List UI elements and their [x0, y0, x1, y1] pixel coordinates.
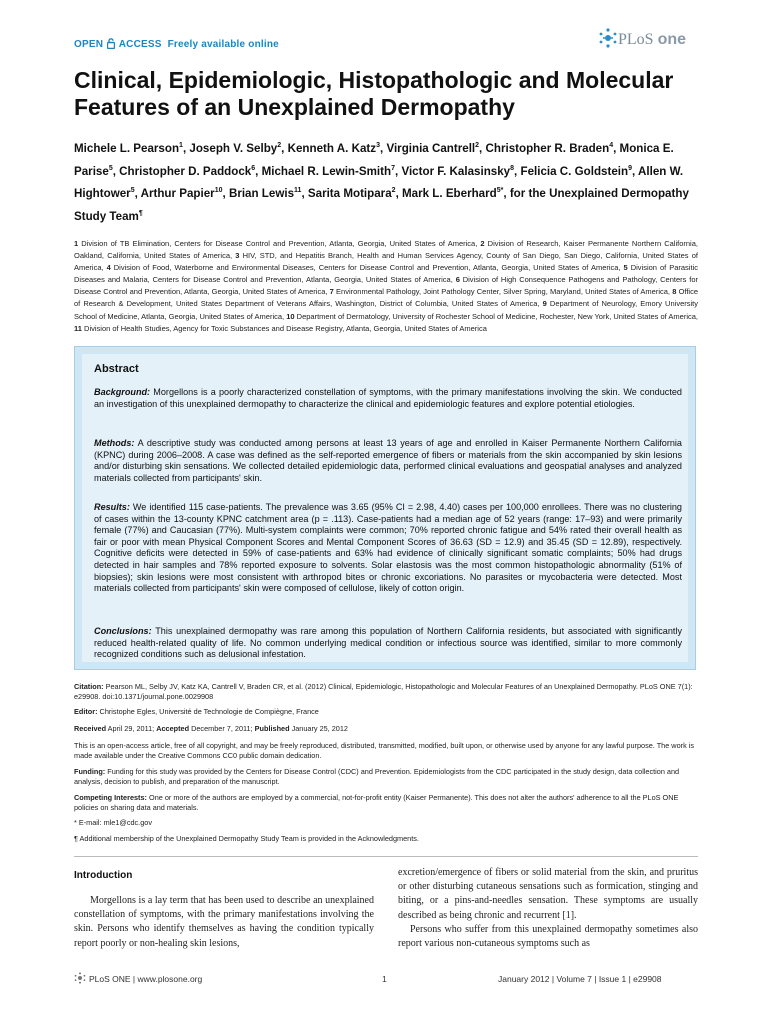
- affiliation-text: Division of Health Studies, Agency for Toxic Substances and Disease Registry, Atlanta, Georgia, United States of America: [84, 323, 487, 333]
- author-affiliation-mark: 1: [179, 142, 183, 149]
- author: [308, 187, 396, 200]
- published-date: January 25, 2012: [291, 724, 348, 733]
- footer-journal[interactable]: PLoS ONE | www.plosone.org: [89, 974, 203, 984]
- author: [402, 187, 503, 200]
- affiliation-text: Environmental Pathology, Joint Pathology Center, Silver Spring, Maryland, United States of America,: [336, 287, 671, 297]
- abstract-background: [94, 387, 682, 410]
- author-name: Kenneth A. Katz: [287, 142, 377, 155]
- affiliation-number: 4: [106, 263, 111, 273]
- author-name: Virginia Cantrell: [386, 142, 476, 155]
- affiliation-number: 2: [480, 239, 485, 248]
- study-team: for the Unexplained Dermopathy Study Team: [74, 187, 689, 223]
- author-affiliation-mark: 4: [609, 142, 614, 149]
- published-label: Published: [254, 724, 290, 733]
- methods-text: A descriptive study was conducted among persons at least 13 years of age and enrolled in Kaiser Permanente Northern California (KPNC) during 2006–2008. A case was defined as the self-reported emergence of fibers or materials from the skin accompanied by skin lesions and/or disturbing skin sensations. We collected detailed epidemiologic data, performed clinical evaluations and geospatial analyses and analyzed materials collected from participants' skin.: [94, 438, 682, 483]
- author-name: Allen W. Hightower: [74, 164, 684, 201]
- author: [141, 187, 223, 200]
- affiliation-number: 9: [542, 299, 547, 309]
- intro-right-paragraph-2: Persons who suffer from this unexplained dermopathy sometimes also report various non-cutaneous symptoms such as: [398, 924, 698, 950]
- affiliation-text: Department of Dermatology, University of Rochester School of Medicine, Rochester, New York, United States of America,: [296, 311, 698, 321]
- author-affiliation-mark: 10: [214, 187, 223, 195]
- conclusions-label: Conclusions:: [94, 626, 152, 636]
- citation: [74, 682, 698, 703]
- author-name: Monica E. Parise: [74, 142, 674, 178]
- author: [189, 142, 281, 155]
- accepted-date: December 7, 2011;: [191, 724, 253, 733]
- author-affiliation-mark: 11: [294, 187, 302, 195]
- author: [401, 165, 514, 178]
- methods-label: Methods:: [94, 438, 135, 448]
- affiliation-text: Department of Neurology, Emory University School of Medicine, Atlanta, Georgia, United States of America,: [74, 299, 698, 321]
- editor-text: Christophe Egles, Université de Technologie de Compiègne, France: [99, 707, 319, 716]
- editor: [74, 707, 698, 717]
- author: [386, 142, 479, 155]
- author-affiliation-mark: 8: [510, 164, 515, 172]
- author-name: Joseph V. Selby: [189, 142, 278, 155]
- author: [288, 142, 380, 155]
- logo-one: one: [657, 31, 687, 48]
- intro-right-paragraph-1: excretion/emergence of fibers or solid material from the skin, and pruritus or other disturbing cutaneous sensations such as formication, stinging and biting, or a pins-and-needles sensation. These symptoms are usually described as being chronic and recurrent [1].: [398, 867, 698, 921]
- results-label: Results:: [94, 502, 130, 512]
- funding-text: Funding for this study was provided by the Centers for Disease Control (CDC) and Prevention. Epidemiologists from the CDC participated in the study design, data collection and analysis, decision to publish, and preparation of the manuscript.: [74, 767, 680, 787]
- background-label: Background:: [94, 387, 151, 397]
- author: [74, 142, 183, 155]
- dates: [74, 724, 698, 734]
- affiliations: [74, 238, 698, 335]
- author-name: Michele L. Pearson: [74, 142, 180, 155]
- author-affiliation-mark: 5: [130, 187, 135, 195]
- author-name: Arthur Papier: [140, 187, 215, 201]
- plos-footer-icon: [74, 972, 86, 984]
- author-name: Mark L. Eberhard: [402, 187, 497, 201]
- funding: [74, 767, 698, 788]
- logo-plos: PLoS: [618, 31, 654, 48]
- received-label: Received: [74, 724, 107, 733]
- plos-dots-icon: [598, 27, 618, 49]
- background-text: Morgellons is a poorly characterized constellation of symptoms, with the primary manifestations involving the skin. We conducted an investigation of this unexplained dermopathy to characterize the clinical and epidemiologic features and explore potential etiologies.: [94, 387, 682, 409]
- conclusions-text: This unexplained dermopathy was rare among this population of Northern California residents, but associated with significantly reduced health-related quality of life. No common underlying medical condition or infectious source was identified, similar to more commonly recognized conditions such as delusional infestation.: [94, 626, 682, 660]
- author-affiliation-mark: 2: [277, 142, 282, 149]
- study-team-mark: ¶: [138, 209, 143, 217]
- affiliation-number: 6: [455, 275, 460, 285]
- affiliation-text: Division of High Consequence Pathogens and Pathology, Centers for Disease Control and Prevention, Atlanta, Georgia, United States of America,: [74, 275, 699, 297]
- author-name: Sarita Motipara: [307, 187, 392, 201]
- author: [262, 165, 395, 178]
- author-affiliation-mark: 2: [475, 142, 480, 149]
- abstract-box: [74, 346, 696, 670]
- affiliation-text: HIV, STD, and Hepatitis Branch, Health and Human Services Agency, County of San Diego, San Diego, California, United States of America,: [74, 251, 698, 273]
- abstract-panel: [82, 354, 688, 662]
- affiliation-number: 7: [329, 287, 334, 297]
- affiliation-text: Division of Parasitic Diseases and Malaria, Centers for Disease Control and Prevention, Atlanta, Georgia, United States of America,: [74, 263, 698, 285]
- author-name: Felicia C. Goldstein: [520, 164, 629, 178]
- oa-open-text: OPEN: [74, 39, 104, 50]
- open-access-badge: [74, 38, 279, 50]
- affiliation-text: Division of Research, Kaiser Permanente Northern California, Oakland, California, United States of America,: [74, 239, 698, 261]
- author: [486, 142, 614, 155]
- oa-free-text: Freely available online: [167, 39, 279, 50]
- author-affiliation-mark: 7: [391, 164, 395, 172]
- author: [229, 187, 301, 200]
- affiliation-number: 8: [672, 287, 677, 297]
- results-text: We identified 115 case-patients. The prevalence was 3.65 (95% CI = 2.98, 4.40) cases per 100,000 enrollees. There was no clustering of cases within the 13-county KPNC catchment area (p = .113). Case-patients had a median age of 52 years (range: 17–93) and were primarily female (77%) and Caucasian (77%). Multi-system complaints were common; 70% reported chronic fatigue and 54% rated their overall health as fair or poor with mean Physical Component Scores and Mental Component Scores of 36.63 (SD = 12.9) and 35.45 (SD = 12.89), respectively. Cognitive deficits were detected in 59% of case-patients and 63% had evidence of clinically significant somatic complaints; 50% had drugs detected in hair samples and 78% reported exposure to solvents. Solar elastosis was the most common histopathologic abnormality (51% of biopsies); skin lesions were most consistent with arthropod bites or chronic excoriations. No parasites or mycobacteria were detected. Most materials collected from participants' skin were composed of cellulose, likely of cotton origin.: [94, 502, 682, 594]
- editor-label: Editor:: [74, 707, 98, 716]
- author-affiliation-mark: 5*: [496, 187, 504, 195]
- author-affiliation-mark: 6: [251, 164, 256, 172]
- abstract-conclusions: [94, 626, 682, 661]
- oa-access-text: ACCESS: [118, 39, 162, 50]
- author-affiliation-mark: 9: [628, 164, 632, 172]
- affiliation-number: 1: [74, 239, 79, 248]
- author: [119, 165, 255, 178]
- affiliation-number: 5: [623, 263, 628, 273]
- author-name: Christopher R. Braden: [485, 142, 610, 155]
- footer-page-number: 1: [382, 974, 387, 984]
- funding-label: Funding:: [74, 767, 106, 776]
- received-date: April 29, 2011;: [107, 724, 155, 733]
- email[interactable]: * E-mail: mle1@cdc.gov: [74, 818, 152, 827]
- intro-left-column: Morgellons is a lay term that has been used to describe an unexplained constellation of symptoms, with the primary manifestations involving the skin. Persons who identify themselves as having the condition typically report poorly or non-healing skin lesions,: [74, 895, 374, 949]
- abstract-methods: [94, 438, 682, 484]
- citation-label: Citation:: [74, 682, 104, 691]
- citation-text: Pearson ML, Selby JV, Katz KA, Cantrell V, Braden CR, et al. (2012) Clinical, Epidemiologic, Histopathologic and Molecular Features of an Unexplained Dermopathy. PLoS ONE 7(1): e29908. doi:10.1371/journal.pone.0029908: [74, 682, 693, 702]
- page-header: [0, 0, 768, 70]
- author-list: Michele L. Pearson$^1$, Joseph V. Selby$^2$, Kenneth A. Katz$^3$, Virginia Cantrell$^2$, Christopher R. Braden$^4$, Monica E. Parise$^5$, Christopher D. Paddock$^6$, Michael R. Lewin-Smith$^7$, Victor F. Kalasinsky$^8$, Felicia C. Goldstein$^9$, Allen W. Hightower$^5$, Arthur Papier$^{10}$, Brian Lewis$^{11}$, Sarita Motipara$^2$, Mark L. Eberhard$^{5*}$, for the Unexplained Dermopathy Study Team¶: [74, 142, 689, 223]
- abstract-heading: Abstract: [94, 363, 139, 375]
- plos-one-logo[interactable]: [598, 27, 710, 53]
- author-affiliation-mark: 3: [376, 142, 380, 149]
- introduction-heading: Introduction: [74, 870, 133, 881]
- author: [521, 165, 633, 178]
- affiliation-number: 3: [235, 251, 240, 261]
- author-name: Victor F. Kalasinsky: [401, 164, 511, 178]
- footer-issue: January 2012 | Volume 7 | Issue 1 | e29908: [498, 974, 662, 984]
- affiliation-number: 11: [74, 323, 82, 333]
- team-note: ¶ Additional membership of the Unexplained Dermopathy Study Team is provided in the Acknowledgments.: [74, 834, 419, 843]
- accepted-label: Accepted: [156, 724, 190, 733]
- affiliation-number: 10: [286, 311, 295, 321]
- affiliation-text: Office of Research & Development, United States Department of Veterans Affairs, Washington, District of Columbia, United States of America,: [74, 287, 699, 309]
- competing-interests: [74, 793, 698, 814]
- author-name: Christopher D. Paddock: [119, 164, 252, 178]
- competing-text: One or more of the authors are employed by a commercial, not-for-profit entity (Kaiser Permanente). This does not alter the authors' adherence to all the PLoS ONE policies on sharing data and materials.: [74, 793, 679, 813]
- article-title: Clinical, Epidemiologic, Histopathologic and Molecular Features of an Unexplained Dermopathy: [74, 67, 674, 120]
- section-divider: [74, 856, 698, 857]
- author-affiliation-mark: 2: [391, 187, 396, 195]
- author-name: Michael R. Lewin-Smith: [261, 164, 392, 178]
- open-lock-icon: [107, 38, 115, 49]
- author-affiliation-mark: 5: [108, 164, 113, 172]
- logo-text: [618, 31, 686, 49]
- affiliation-text: Division of Food, Waterborne and Environmental Diseases, Centers for Disease Control and Prevention, Atlanta, Georgia, United States of America,: [113, 263, 621, 273]
- license: This is an open-access article, free of all copyright, and may be freely reproduced, distributed, transmitted, modified, built upon, or otherwise used by anyone for any lawful purpose. The work is made available under the Creative Commons CC0 public domain dedication.: [74, 741, 695, 761]
- competing-label: Competing Interests:: [74, 793, 147, 802]
- author-name: Brian Lewis: [228, 187, 295, 201]
- affiliation-text: Division of TB Elimination, Centers for Disease Control and Prevention, Atlanta, Georgia, United States of America,: [81, 239, 478, 248]
- abstract-results: [94, 502, 682, 595]
